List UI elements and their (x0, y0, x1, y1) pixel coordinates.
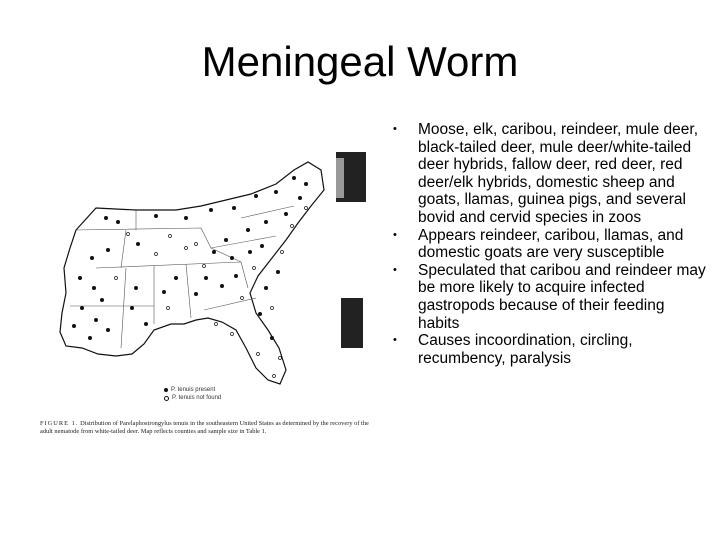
southeast-us-map (36, 148, 368, 418)
bullet-item: • Speculated that caribou and reindeer may be more likely to acquire infected gastropods because of their feeding habits (388, 262, 708, 332)
legend-not-found-label: P. tenuis not found (172, 395, 222, 401)
legend-present-label: P. tenuis present (171, 387, 216, 393)
scan-shadow-bottom (341, 298, 363, 348)
county-points (72, 176, 308, 378)
bullet-item: • Causes incoordination, circling, recumbency, paralysis (388, 332, 708, 367)
bullet-list (388, 121, 708, 367)
legend-present (164, 386, 221, 394)
distribution-map-figure (36, 148, 368, 450)
figure-caption (40, 420, 370, 436)
slide-title: Meningeal Worm (201, 38, 519, 85)
bullet-item: • Moose, elk, caribou, reindeer, mule deer, black-tailed deer, mule deer/white-tailed deer hybrids, fallow deer, red deer, red deer/elk hybrids, domestic sheep and goats, llamas, guinea pigs, and several bovid and cervid species in zoos (388, 121, 708, 227)
filled-dot-icon (164, 388, 168, 392)
state-boundaries (70, 206, 294, 348)
region-outline (60, 162, 324, 384)
caption-text: Distribution of Parelaphostrongylus tenuis in the southeastern United States as determined by the recovery of the adult nematode from white-tailed deer. Map reflects counties and sample size in Table 1. (40, 420, 369, 435)
open-dot-icon (164, 396, 169, 401)
bullet-item: • Appears reindeer, caribou, llamas, and domestic goats are very susceptible (388, 227, 708, 262)
map-legend (164, 386, 221, 402)
legend-not-found (164, 394, 221, 402)
scan-shadow-grey (336, 158, 344, 198)
caption-label: FIGURE 1. (40, 420, 79, 427)
